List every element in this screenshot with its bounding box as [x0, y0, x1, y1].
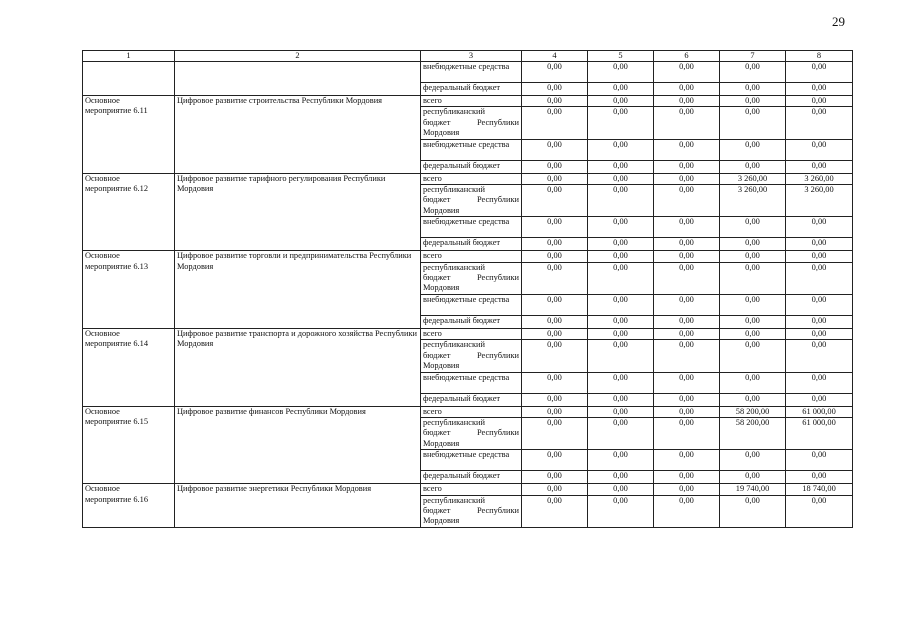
value-cell: 0,00	[522, 417, 588, 449]
value-cell: 0,00	[786, 471, 853, 484]
source-total: всего	[421, 173, 522, 184]
measure-label-cell	[83, 406, 175, 484]
value-cell: 0,00	[654, 484, 720, 495]
value-cell: 0,00	[720, 294, 786, 315]
measure-label-line: Основное	[85, 328, 120, 338]
value-cell: 0,00	[522, 262, 588, 294]
source-total: всего	[421, 406, 522, 417]
measure-name-cell: Цифровое развитие строительства Республики Мордовия	[175, 96, 421, 174]
value-cell: 0,00	[720, 83, 786, 96]
column-header: 5	[588, 51, 654, 62]
source-extrabudget: внебюджетные средства	[421, 294, 522, 315]
value-cell: 0,00	[786, 160, 853, 173]
source-total: всего	[421, 328, 522, 339]
carry-over-name-cell	[175, 62, 421, 96]
value-cell: 18 740,00	[786, 484, 853, 495]
value-cell: 0,00	[588, 83, 654, 96]
value-cell: 0,00	[654, 173, 720, 184]
value-cell: 0,00	[654, 160, 720, 173]
value-cell: 0,00	[654, 372, 720, 393]
value-cell: 0,00	[522, 294, 588, 315]
source-federal: федеральный бюджет	[421, 238, 522, 251]
value-cell: 0,00	[654, 185, 720, 217]
value-cell: 0,00	[654, 217, 720, 238]
column-header: 6	[654, 51, 720, 62]
value-cell: 0,00	[522, 83, 588, 96]
value-cell: 0,00	[654, 495, 720, 527]
value-cell: 0,00	[720, 217, 786, 238]
value-cell: 0,00	[588, 160, 654, 173]
value-cell: 0,00	[720, 495, 786, 527]
value-cell: 0,00	[654, 340, 720, 372]
value-cell: 0,00	[588, 96, 654, 107]
value-cell: 0,00	[654, 262, 720, 294]
value-cell: 0,00	[588, 450, 654, 471]
value-cell: 0,00	[522, 393, 588, 406]
measure-label-line: мероприятие 6.16	[85, 494, 149, 504]
value-cell: 0,00	[786, 294, 853, 315]
value-cell: 0,00	[522, 139, 588, 160]
value-cell: 0,00	[588, 217, 654, 238]
source-federal: федеральный бюджет	[421, 471, 522, 484]
value-cell: 0,00	[588, 139, 654, 160]
value-cell: 0,00	[588, 328, 654, 339]
value-cell: 0,00	[522, 315, 588, 328]
value-cell: 0,00	[654, 471, 720, 484]
table-row	[83, 173, 853, 184]
value-cell: 0,00	[786, 450, 853, 471]
value-cell: 0,00	[522, 251, 588, 262]
value-cell: 0,00	[786, 83, 853, 96]
column-header-row	[83, 51, 853, 62]
measure-name-cell: Цифровое развитие транспорта и дорожного хозяйства Республики Мордовия	[175, 328, 421, 406]
measure-label-line: Основное	[85, 484, 120, 494]
value-cell: 0,00	[786, 107, 853, 139]
measure-label-cell	[83, 96, 175, 174]
value-cell: 0,00	[522, 340, 588, 372]
source-label-line: бюджет Республики	[423, 273, 519, 283]
measure-label-line: мероприятие 6.13	[85, 261, 149, 271]
value-cell: 0,00	[588, 62, 654, 83]
value-cell: 0,00	[588, 417, 654, 449]
source-label-line: бюджет Республики	[423, 428, 519, 438]
value-cell: 0,00	[720, 315, 786, 328]
source-extrabudget: внебюджетные средства	[421, 372, 522, 393]
value-cell: 0,00	[720, 251, 786, 262]
source-label-line: Мордовия	[423, 128, 460, 138]
value-cell: 0,00	[786, 393, 853, 406]
value-cell: 0,00	[786, 62, 853, 83]
budget-table	[82, 50, 853, 528]
value-cell: 0,00	[522, 107, 588, 139]
measure-name-cell: Цифровое развитие финансов Республики Мордовия	[175, 406, 421, 484]
measure-label-line: мероприятие 6.11	[85, 106, 148, 116]
source-label-line: бюджет Республики	[423, 350, 519, 360]
source-label-line: бюджет Республики	[423, 505, 519, 515]
source-label-line: Мордовия	[423, 361, 460, 371]
value-cell: 19 740,00	[720, 484, 786, 495]
column-header: 2	[175, 51, 421, 62]
source-republic	[421, 417, 522, 449]
measure-name-cell: Цифровое развитие тарифного регулирования Республики Мордовия	[175, 173, 421, 251]
source-label-line: республиканский	[423, 262, 485, 272]
source-federal: федеральный бюджет	[421, 160, 522, 173]
value-cell: 0,00	[720, 393, 786, 406]
source-label-line: Мордовия	[423, 205, 460, 215]
source-label-line: республиканский	[423, 340, 485, 350]
value-cell: 0,00	[786, 217, 853, 238]
table-row	[83, 62, 853, 83]
source-republic	[421, 262, 522, 294]
source-republic	[421, 107, 522, 139]
value-cell: 0,00	[522, 217, 588, 238]
source-republic	[421, 185, 522, 217]
value-cell: 0,00	[786, 340, 853, 372]
source-extrabudget: внебюджетные средства	[421, 139, 522, 160]
source-label-line: республиканский	[423, 417, 485, 427]
table-row	[83, 328, 853, 339]
source-federal: федеральный бюджет	[421, 315, 522, 328]
value-cell: 3 260,00	[720, 173, 786, 184]
table-row	[83, 251, 853, 262]
value-cell: 0,00	[654, 107, 720, 139]
value-cell: 0,00	[786, 372, 853, 393]
measure-label-line: Основное	[85, 406, 120, 416]
value-cell: 0,00	[720, 262, 786, 294]
value-cell: 0,00	[720, 238, 786, 251]
source-federal: федеральный бюджет	[421, 83, 522, 96]
source-extrabudget: внебюджетные средства	[421, 62, 522, 83]
value-cell: 0,00	[588, 238, 654, 251]
source-label-line: бюджет Республики	[423, 195, 519, 205]
value-cell: 0,00	[786, 315, 853, 328]
value-cell: 0,00	[588, 251, 654, 262]
column-header: 3	[421, 51, 522, 62]
value-cell: 0,00	[720, 139, 786, 160]
value-cell: 0,00	[786, 251, 853, 262]
source-extrabudget: внебюджетные средства	[421, 217, 522, 238]
carry-over-measure-cell	[83, 62, 175, 96]
value-cell: 0,00	[720, 96, 786, 107]
value-cell: 0,00	[588, 315, 654, 328]
column-header: 7	[720, 51, 786, 62]
value-cell: 0,00	[654, 62, 720, 83]
source-federal: федеральный бюджет	[421, 393, 522, 406]
value-cell: 0,00	[654, 294, 720, 315]
value-cell: 0,00	[654, 238, 720, 251]
value-cell: 0,00	[522, 238, 588, 251]
value-cell: 0,00	[522, 406, 588, 417]
value-cell: 0,00	[720, 107, 786, 139]
source-extrabudget: внебюджетные средства	[421, 450, 522, 471]
source-label-line: Мордовия	[423, 438, 460, 448]
value-cell: 0,00	[522, 450, 588, 471]
value-cell: 0,00	[522, 96, 588, 107]
source-label-line: республиканский	[423, 495, 485, 505]
measure-label-cell	[83, 173, 175, 251]
value-cell: 0,00	[588, 262, 654, 294]
value-cell: 0,00	[588, 173, 654, 184]
measure-label-line: мероприятие 6.14	[85, 339, 149, 349]
value-cell: 0,00	[522, 160, 588, 173]
table-row	[83, 406, 853, 417]
measure-label-line: Основное	[85, 173, 120, 183]
column-header: 4	[522, 51, 588, 62]
value-cell: 0,00	[786, 495, 853, 527]
value-cell: 0,00	[588, 393, 654, 406]
value-cell: 0,00	[522, 471, 588, 484]
source-total: всего	[421, 251, 522, 262]
value-cell: 0,00	[720, 160, 786, 173]
value-cell: 0,00	[720, 471, 786, 484]
source-republic	[421, 340, 522, 372]
value-cell: 0,00	[720, 450, 786, 471]
value-cell: 0,00	[588, 471, 654, 484]
value-cell: 3 260,00	[786, 173, 853, 184]
measure-label-cell	[83, 251, 175, 329]
value-cell: 0,00	[654, 417, 720, 449]
value-cell: 0,00	[654, 450, 720, 471]
measure-label-cell	[83, 328, 175, 406]
value-cell: 0,00	[720, 62, 786, 83]
value-cell: 0,00	[654, 96, 720, 107]
source-label-line: республиканский	[423, 185, 485, 195]
value-cell: 0,00	[654, 406, 720, 417]
value-cell: 0,00	[786, 139, 853, 160]
value-cell: 0,00	[654, 393, 720, 406]
column-header: 1	[83, 51, 175, 62]
value-cell: 0,00	[588, 294, 654, 315]
value-cell: 0,00	[522, 372, 588, 393]
measure-label-line: Основное	[85, 96, 120, 105]
page-number: 29	[832, 14, 845, 29]
value-cell: 0,00	[786, 238, 853, 251]
value-cell: 61 000,00	[786, 406, 853, 417]
source-label-line: бюджет Республики	[423, 117, 519, 127]
value-cell: 0,00	[522, 185, 588, 217]
measure-name-cell: Цифровое развитие торговли и предпринимательства Республики Мордовия	[175, 251, 421, 329]
source-label-line: Мордовия	[423, 516, 460, 526]
value-cell: 0,00	[720, 372, 786, 393]
value-cell: 0,00	[786, 262, 853, 294]
value-cell: 0,00	[588, 107, 654, 139]
value-cell: 58 200,00	[720, 417, 786, 449]
value-cell: 3 260,00	[786, 185, 853, 217]
value-cell: 0,00	[654, 139, 720, 160]
measure-label-line: мероприятие 6.12	[85, 184, 149, 194]
table-row	[83, 96, 853, 107]
value-cell: 0,00	[588, 340, 654, 372]
value-cell: 0,00	[522, 173, 588, 184]
value-cell: 0,00	[654, 83, 720, 96]
value-cell: 0,00	[786, 96, 853, 107]
source-label-line: республиканский	[423, 107, 485, 117]
value-cell: 0,00	[588, 495, 654, 527]
measure-label-line: Основное	[85, 251, 120, 261]
column-header: 8	[786, 51, 853, 62]
value-cell: 3 260,00	[720, 185, 786, 217]
measure-label-cell	[83, 484, 175, 528]
value-cell: 61 000,00	[786, 417, 853, 449]
source-total: всего	[421, 484, 522, 495]
value-cell: 0,00	[588, 484, 654, 495]
value-cell: 0,00	[786, 328, 853, 339]
value-cell: 0,00	[720, 340, 786, 372]
source-total: всего	[421, 96, 522, 107]
value-cell: 0,00	[522, 495, 588, 527]
value-cell: 0,00	[720, 328, 786, 339]
measure-label-line: мероприятие 6.15	[85, 416, 149, 426]
value-cell: 0,00	[588, 372, 654, 393]
value-cell: 0,00	[522, 62, 588, 83]
table-body	[83, 62, 853, 528]
value-cell: 0,00	[522, 484, 588, 495]
value-cell: 0,00	[522, 328, 588, 339]
value-cell: 0,00	[588, 406, 654, 417]
value-cell: 0,00	[654, 251, 720, 262]
source-label-line: Мордовия	[423, 283, 460, 293]
source-republic	[421, 495, 522, 527]
table-row	[83, 484, 853, 495]
value-cell: 0,00	[654, 315, 720, 328]
value-cell: 0,00	[588, 185, 654, 217]
measure-name-cell: Цифровое развитие энергетики Республики Мордовия	[175, 484, 421, 528]
value-cell: 0,00	[654, 328, 720, 339]
value-cell: 58 200,00	[720, 406, 786, 417]
